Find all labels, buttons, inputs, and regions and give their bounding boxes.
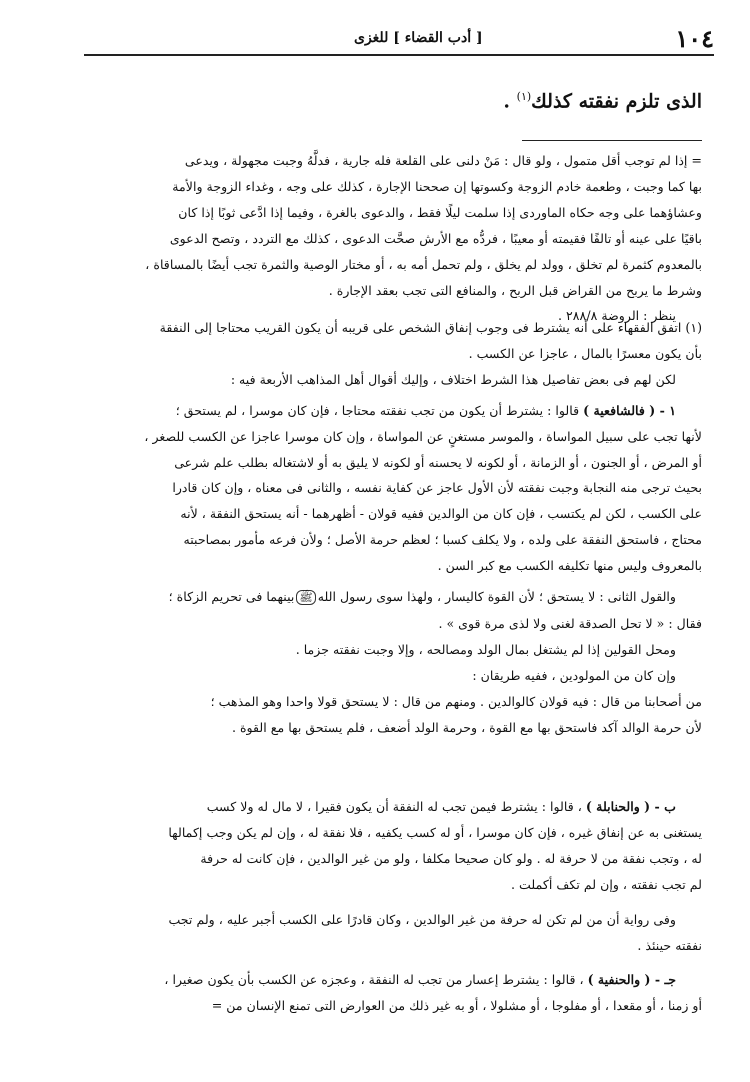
footnote-line: بها كما وجبت ، وطعمة خادم الزوجة وكسوتها إن صححنا الإجارة ، كذلك على وجه ، وغداء الزوجة والأمة xyxy=(172,178,702,194)
main-text: الذى تلزم نفقته كذلك xyxy=(531,90,702,113)
hanbali-line xyxy=(72,794,702,820)
footnote-line: بأن يكون معسرًا بالمال ، عاجزا عن الكسب . xyxy=(468,345,702,361)
salutation-glyph: ﷺ xyxy=(296,590,315,605)
main-text-line xyxy=(84,80,702,118)
footnote-line: بحيث ترجى منه النجابة وجبت نفقته لأن الأول عاجز عن كفاية نفسه ، والثانى فى معناه ، وإن كان قادرا xyxy=(172,480,702,496)
hadith-line: فقال : « لا تحل الصدقة لغنى ولا لذى مرة قوى » . xyxy=(438,615,702,631)
footnote-line: لأن حرمة الوالد آكد فاستحق بها مع القوة ، وحرمة الولد أضعف ، فلم يستحق بها مع القوة . xyxy=(231,719,702,735)
footnote-1-continued xyxy=(72,794,702,1019)
footnote-line: يستغنى به عن إنفاق غيره ، فإن كان موسرا ، أو له كسب يكفيه ، فلا نفقة له ، وإن لم يكن وجب إكمالها xyxy=(168,824,702,840)
footnote-line: لأنها تجب على سبيل المواساة ، والموسر مستغنٍ عن المواساة ، وإن كان موسرا عاجزا عن الكسب للصغر ، xyxy=(144,428,702,444)
footnote-separator xyxy=(522,140,702,141)
second-opinion-a: والقول الثانى : لا يستحق ؛ لأن القوة كاليسار ، ولهذا سوى رسول الله xyxy=(317,589,676,605)
footnote-line: وشرط ما يربح من القراض قبل الربح ، والمنافع التى تجب بعقد الإجارة . xyxy=(328,282,702,298)
footnote-continuation xyxy=(72,148,702,329)
footnote-line: بالمعدوم كثمرة لم تخلق ، وولد لم يخلق ، ولم تحمل أمه به ، أو مختار الوصية والثمرة تجب أيضًا بالمساقاة ، xyxy=(145,256,702,272)
footnote-line: (١) اتفق الفقهاء على أنه يشترط فى وجوب إنفاق الشخص على قريبه أن يكون القريب محتاجا إلى النفقة xyxy=(159,320,702,335)
footnote-line: أو زمنا ، أو مقعدا ، أو مفلوجا ، أو مشلولا ، أو به غير ذلك من العوارض التى تمنع الإنسان من = xyxy=(211,998,702,1014)
footnote-line: وعشاؤهما على وجه حكاه الماوردى إذا سلمت ليلًا فقط ، والدعوى بالغرة ، وفيما إذا ادَّعى ثوبًا إذا كان xyxy=(178,204,702,220)
hanafi-text: ، قالوا : يشترط إعسار من تجب له النفقة ، وعجزه عن الكسب بأن يكون صغيرا ، xyxy=(164,972,584,988)
shafii-line xyxy=(72,398,702,424)
footnote-line: له ، وتجب نفقة من لا حرفة له . ولو كان صحيحا مكلفا ، ولو من غير الوالدين ، فإن كانت له حرفة xyxy=(200,850,702,866)
footnote-line: ومحل القولين إذا لم يشتغل بمال الولد ومصالحه ، وإلا وجبت نفقته جزما . xyxy=(295,641,676,657)
shafii-text: قالوا : يشترط أن يكون من تجب نفقته محتاجا ، فإن كان موسرا ، لم يستحق ؛ xyxy=(175,402,580,418)
footnote-line: باقيًا على عينه أو تالفًا فقيمته أو معيبًا ، فردُّه مع الأرش صحَّت الدعوى ، كذلك مع التردد ، وتصح الدعوى xyxy=(169,230,702,246)
running-title: [ أدب القضاء ] للغزى xyxy=(354,30,483,46)
main-text-end: . xyxy=(503,90,511,113)
footnote-line: بالمعروف وليس منها تكليفه الكسب مع كبر السن . xyxy=(437,558,702,574)
second-opinion-line xyxy=(72,584,702,611)
page-number: ١٠٤ xyxy=(675,23,714,53)
header-rule xyxy=(84,54,714,56)
footnote-line: نفقته حينئذ . xyxy=(637,937,702,953)
hanafi-line xyxy=(72,967,702,993)
footnote-line: على الكسب ، لكن لم يكتسب ، فإن كان من الوالدين ففيه قولان - أظهرهما - أنه يستحق النفقة ، لأنه xyxy=(180,506,702,522)
footnote-line: محتاج ، فاستحق النفقة على ولده ، ولا يكلف كسبا ؛ لعظم حرمة الأصل ؛ ولأن فرعه مأمور بمصاحبته xyxy=(183,532,702,548)
footnote-ref: (١) xyxy=(516,90,532,103)
hanbali-label: ب - ( والحنابلة ) xyxy=(585,799,676,814)
footnote-1 xyxy=(72,315,702,741)
page-header xyxy=(84,22,714,54)
footnote-line: أو المرض ، أو الجنون ، أو الزمانة ، أو لكونه لا يحسنه أو لكونه لا يليق به أو لاشتغاله بطلب علم شرعى xyxy=(174,454,702,470)
footnote-line: = إذا لم توجب أقل متمول ، ولو قال : مَنْ دلنى على القلعة فله جارية ، فدلَّهُ وجبت مجهولة ، ويدعى xyxy=(184,153,702,168)
footnote-line: من أصحابنا من قال : فيه قولان كالوالدين . ومنهم من قال : لا يستحق قولا واحدا وهو المذهب ؛ xyxy=(210,693,702,709)
riwaya-line: وفى رواية أن من لم تكن له حرفة من غير الوالدين ، وكان قادرًا على الكسب أجبر عليه ، ولم تجب xyxy=(168,911,676,927)
hanafi-label: جـ - ( والحنفية ) xyxy=(587,972,676,988)
shafii-label: ١ - ( فالشافعية ) xyxy=(583,402,676,418)
footnote-line: وإن كان من المولودين ، ففيه طريقان : xyxy=(472,667,676,683)
source-reference: ينظر : الروضة ٢٨٨/٨ . xyxy=(558,308,676,324)
hanbali-text: ، قالوا : يشترط فيمن تجب له النفقة أن يكون فقيرا ، لا مال له ولا كسب xyxy=(206,799,582,814)
footnote-intro: لكن لهم فى بعض تفاصيل هذا الشرط اختلاف ، وإليك أقوال أهل المذاهب الأربعة فيه : xyxy=(230,371,676,387)
footnote-line: لم تجب نفقته ، وإن لم تكف أكملت . xyxy=(511,876,702,892)
second-opinion-b: بينهما فى تحريم الزكاة ؛ xyxy=(168,589,295,605)
